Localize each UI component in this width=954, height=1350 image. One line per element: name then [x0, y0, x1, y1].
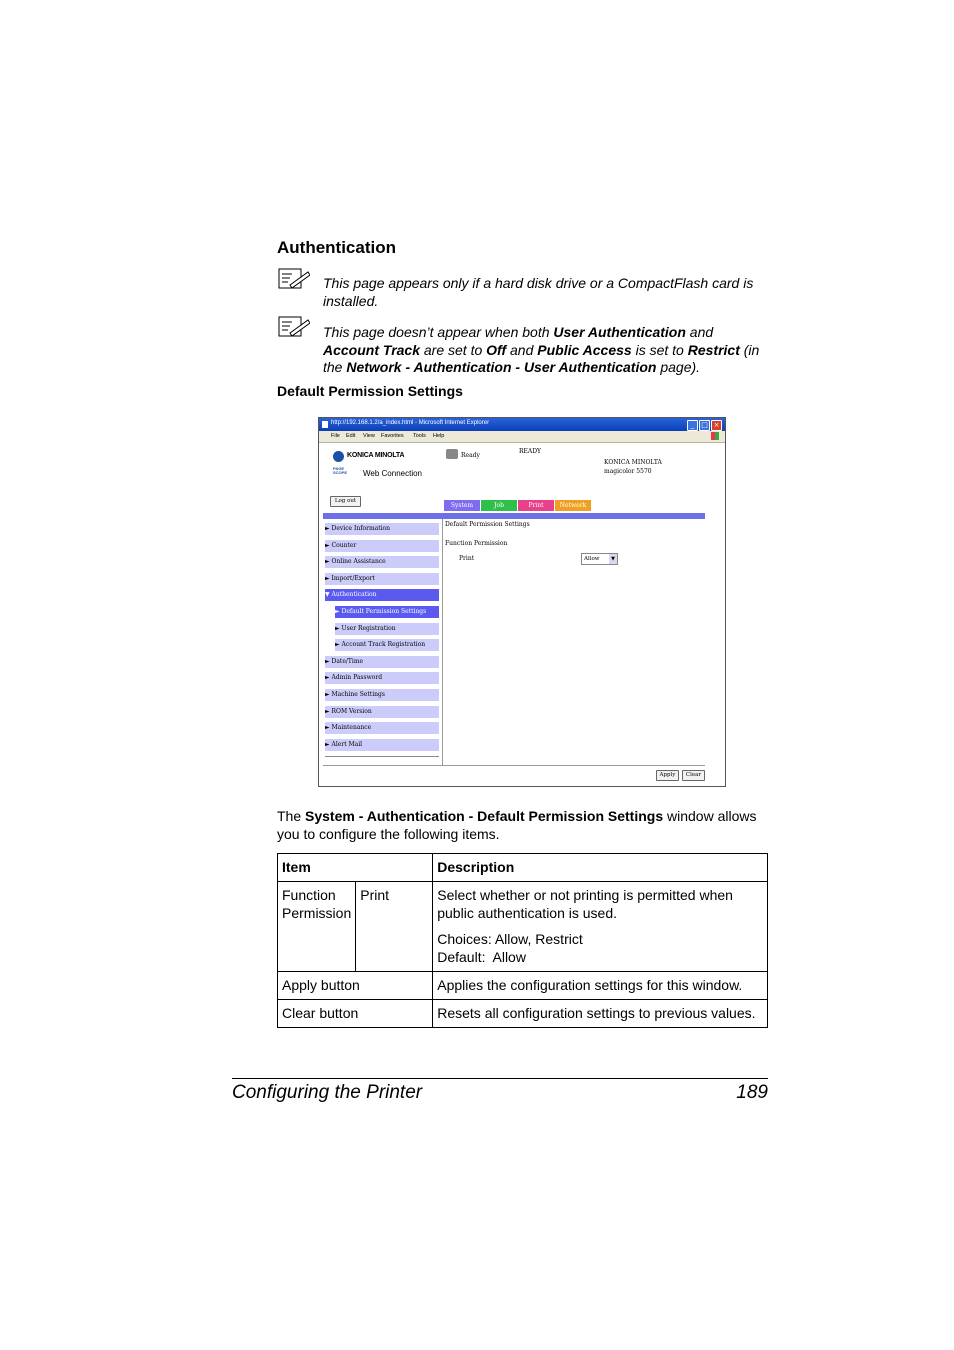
- menu-help[interactable]: Help: [433, 433, 445, 439]
- page-number: 189: [736, 1082, 768, 1103]
- footer-title: Configuring the Printer: [232, 1082, 423, 1103]
- sidebar-item[interactable]: ► Counter: [325, 540, 439, 552]
- print-permission-select[interactable]: [581, 553, 618, 565]
- table-row: [278, 1000, 768, 1028]
- ie-page-icon: [322, 421, 328, 428]
- sidebar-item[interactable]: ► Alert Mail: [325, 739, 439, 751]
- maximize-icon[interactable]: □: [699, 420, 710, 431]
- divider: [323, 765, 705, 766]
- print-label: Print: [459, 555, 475, 562]
- apply-button[interactable]: Apply: [656, 770, 679, 781]
- sidebar-item[interactable]: ► Account Track Registration: [335, 639, 439, 651]
- section-title: Authentication: [277, 238, 396, 257]
- sidebar-item[interactable]: ► Import/Export: [325, 573, 439, 585]
- description-cell: Select whether or not printing is permitted when public authentication is used. Choices: Allow, Restrict Default: Allow: [433, 882, 768, 972]
- item-cell: Apply button: [278, 972, 433, 1000]
- note-text: This page appears only if a hard disk drive or a CompactFlash card is installed.: [323, 275, 754, 309]
- table-row: [278, 972, 768, 1000]
- function-permission-label: Function Permission: [445, 540, 508, 547]
- menu-edit[interactable]: Edit: [346, 433, 356, 439]
- model-line2: magicolor 5570: [604, 468, 652, 475]
- header-description: Description: [433, 854, 768, 882]
- status-icon-text: Ready: [461, 452, 480, 459]
- divider: [442, 519, 443, 765]
- browser-content: [321, 443, 723, 784]
- window-titlebar: [319, 418, 725, 431]
- subheading: Default Permission Settings: [277, 383, 463, 399]
- sidebar-item[interactable]: ► Machine Settings: [325, 689, 439, 701]
- footer-divider: [232, 1078, 768, 1079]
- description-cell: Resets all configuration settings to previous values.: [433, 1000, 768, 1028]
- divider: [325, 756, 439, 757]
- tab-job[interactable]: Job: [481, 500, 517, 511]
- note-pencil-icon: [278, 268, 310, 290]
- table-row: [278, 882, 768, 972]
- sidebar-item[interactable]: ► Admin Password: [325, 672, 439, 684]
- settings-table: [277, 853, 768, 1028]
- menu-tools[interactable]: Tools: [413, 433, 426, 439]
- brand-name: KONICA MINOLTA: [347, 452, 405, 459]
- minimize-icon[interactable]: _: [687, 420, 698, 431]
- pagescope-logo: PAGE SCOPE: [333, 466, 348, 475]
- sidebar-item[interactable]: ► Date/Time: [325, 656, 439, 668]
- print-permission-value: Allow: [584, 556, 600, 562]
- sidebar-item[interactable]: ▼ Authentication: [325, 589, 439, 601]
- note-text: This page doesn’t appear when both User Authentication and Account Track are set to Off and Public Access is set to Restrict (in the Network - Authentication - User Authentication page).: [323, 324, 760, 375]
- tab-system[interactable]: System: [444, 500, 480, 511]
- konica-minolta-logo-icon: [333, 451, 344, 462]
- windows-logo-icon: [711, 432, 719, 440]
- nav-bar: [323, 513, 705, 519]
- sidebar-item[interactable]: ► User Registration: [335, 623, 439, 635]
- header-item: Item: [278, 854, 433, 882]
- browser-screenshot: [318, 417, 726, 787]
- note-pencil-icon: [278, 316, 310, 338]
- description-cell: Applies the configuration settings for this window.: [433, 972, 768, 1000]
- item-cell: Clear button: [278, 1000, 433, 1028]
- item-cell: Function Permission: [278, 882, 356, 972]
- window-title: http://192.168.1.2/a_index.html - Microsoft Internet Explorer: [331, 420, 490, 426]
- web-connection-label: Web Connection: [363, 469, 422, 478]
- tab-network[interactable]: Network: [555, 500, 591, 511]
- close-icon[interactable]: ×: [711, 420, 722, 431]
- menu-view[interactable]: View: [363, 433, 375, 439]
- status-text: READY: [519, 448, 542, 455]
- sidebar-item[interactable]: ► Device Information: [325, 523, 439, 535]
- menu-file[interactable]: File: [331, 433, 340, 439]
- sidebar-item[interactable]: ► Maintenance: [325, 722, 439, 734]
- sidebar-item[interactable]: ► Default Permission Settings: [335, 606, 439, 618]
- table-header-row: [278, 854, 768, 882]
- body-paragraph: The System - Authentication - Default Permission Settings window allows you to configure the following items.: [277, 808, 757, 842]
- main-title: Default Permission Settings: [445, 521, 530, 528]
- tab-print[interactable]: Print: [518, 500, 554, 511]
- model-line1: KONICA MINOLTA: [604, 459, 662, 466]
- item-cell: Print: [356, 882, 433, 972]
- menu-favorites[interactable]: Favorites: [381, 433, 404, 439]
- menu-bar: [319, 431, 725, 443]
- logout-button[interactable]: Log out: [330, 496, 361, 507]
- clear-button[interactable]: Clear: [682, 770, 705, 781]
- chevron-down-icon: ▼: [609, 554, 617, 564]
- sidebar-item[interactable]: ► Online Assistance: [325, 556, 439, 568]
- printer-icon: [446, 449, 458, 459]
- sidebar-item[interactable]: ► ROM Version: [325, 706, 439, 718]
